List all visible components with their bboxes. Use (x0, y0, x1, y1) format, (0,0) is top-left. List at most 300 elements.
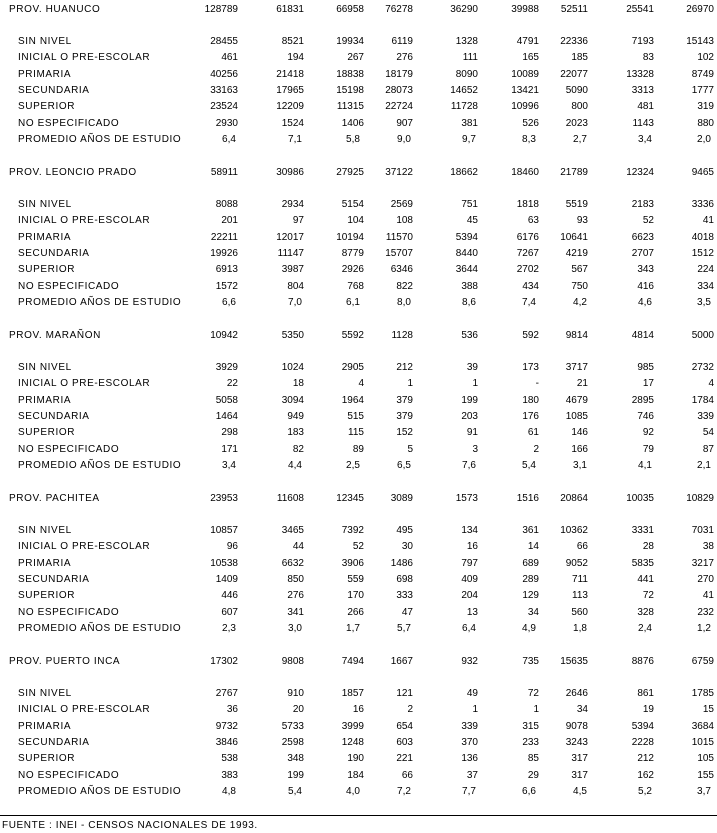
value-cell: 3929 (215, 362, 238, 373)
education-level-row (0, 427, 717, 441)
value-cell: 434 (522, 280, 539, 292)
value-cell: 14 (527, 541, 539, 553)
value-cell: 2930 (215, 117, 238, 129)
row-label: SUPERIOR (18, 590, 76, 602)
value-cell: 22724 (385, 101, 413, 113)
province-name: PROV. LEONCIO PRADO (9, 167, 137, 178)
total-cell: 66958 (336, 4, 364, 15)
value-cell: 185 (571, 52, 588, 64)
value-cell: 4,6 (638, 296, 652, 308)
value-cell: 155 (697, 769, 714, 781)
value-cell: 180 (522, 394, 539, 406)
value-cell: 199 (287, 769, 304, 781)
province-name: PROV. PACHITEA (9, 493, 100, 504)
value-cell: 83 (642, 52, 654, 64)
value-cell: 146 (571, 427, 588, 439)
value-cell: 34 (576, 704, 588, 716)
value-cell: 8779 (341, 247, 364, 259)
value-cell: 538 (221, 753, 238, 765)
total-cell: 18460 (511, 167, 539, 178)
value-cell: 6913 (215, 264, 238, 276)
value-cell: 343 (637, 264, 654, 276)
value-cell: 8521 (281, 36, 304, 47)
value-cell: 379 (396, 394, 413, 406)
value-cell: 2934 (281, 199, 304, 210)
row-label: PROMEDIO AÑOS DE ESTUDIO (18, 459, 182, 471)
value-cell: 276 (396, 52, 413, 64)
education-level-row (0, 721, 717, 735)
province-name: PROV. MARAÑON (9, 330, 101, 341)
education-level-row (0, 281, 717, 295)
education-level-row (0, 215, 717, 229)
value-cell: 176 (522, 410, 539, 422)
value-cell: 22211 (210, 231, 238, 243)
value-cell: 212 (637, 753, 654, 765)
value-cell: 341 (287, 606, 304, 618)
education-level-row (0, 36, 717, 50)
value-cell: 361 (522, 525, 539, 536)
value-cell: 49 (466, 688, 478, 699)
total-cell: 735 (522, 656, 539, 667)
value-cell: 38 (702, 541, 714, 553)
value-cell: 3217 (691, 557, 714, 569)
value-cell: 698 (396, 573, 413, 585)
value-cell: 63 (527, 215, 539, 227)
value-cell: 7,7 (462, 785, 476, 797)
value-cell: 7267 (516, 247, 539, 259)
value-cell: 6,6 (522, 785, 536, 797)
value-cell: 52 (352, 541, 364, 553)
value-cell: 17 (642, 378, 654, 390)
value-cell: 129 (522, 590, 539, 602)
value-cell: 1785 (691, 688, 714, 699)
value-cell: 2 (533, 443, 539, 455)
value-cell: 15143 (686, 36, 714, 47)
value-cell: 6176 (516, 231, 539, 243)
row-label: SUPERIOR (18, 427, 76, 439)
value-cell: 3,1 (573, 459, 587, 471)
total-cell: 592 (522, 330, 539, 341)
value-cell: 134 (461, 525, 478, 536)
value-cell: 37 (466, 769, 478, 781)
value-cell: 104 (347, 215, 364, 227)
value-cell: 2 (407, 704, 413, 716)
row-label: PRIMARIA (18, 68, 72, 80)
total-cell: 4814 (631, 330, 654, 341)
total-cell: 5350 (281, 330, 304, 341)
total-cell: 5592 (341, 330, 364, 341)
value-cell: 221 (396, 753, 413, 765)
total-cell: 9465 (691, 167, 714, 178)
value-cell: 30 (401, 541, 413, 553)
value-cell: 6346 (390, 264, 413, 276)
value-cell: 2,7 (573, 133, 587, 145)
value-cell: 9732 (215, 720, 238, 732)
value-cell: 5,2 (638, 785, 652, 797)
row-label: PROMEDIO AÑOS DE ESTUDIO (18, 296, 182, 308)
value-cell: 416 (637, 280, 654, 292)
row-label: INICIAL O PRE-ESCOLAR (18, 378, 151, 390)
value-cell: 910 (287, 688, 304, 699)
value-cell: 6,6 (222, 296, 236, 308)
total-cell: 932 (461, 656, 478, 667)
province-row (0, 493, 717, 507)
value-cell: 2732 (691, 362, 714, 373)
value-cell: 1 (472, 378, 478, 390)
value-cell: 7193 (631, 36, 654, 47)
value-cell: 370 (461, 736, 478, 748)
value-cell: 3717 (565, 362, 588, 373)
total-cell: 20864 (560, 493, 588, 504)
total-cell: 36290 (450, 4, 478, 15)
row-label: SECUNDARIA (18, 736, 90, 748)
row-label: PROMEDIO AÑOS DE ESTUDIO (18, 133, 182, 145)
value-cell: 6,4 (222, 133, 236, 145)
row-label: SUPERIOR (18, 101, 76, 113)
value-cell: 33163 (210, 84, 238, 96)
value-cell: 4 (358, 378, 364, 390)
value-cell: 1409 (215, 573, 238, 585)
value-cell: 7,0 (288, 296, 302, 308)
value-cell: 5519 (565, 199, 588, 210)
education-level-row (0, 558, 717, 572)
value-cell: 5,8 (346, 133, 360, 145)
total-cell: 37122 (385, 167, 413, 178)
value-cell: 5154 (341, 199, 364, 210)
value-cell: 861 (637, 688, 654, 699)
value-cell: 14652 (450, 84, 478, 96)
value-cell: 1964 (341, 394, 364, 406)
value-cell: 5394 (455, 231, 478, 243)
value-cell: 21418 (276, 68, 304, 80)
value-cell: 3684 (691, 720, 714, 732)
value-cell: 16 (466, 541, 478, 553)
total-cell: 11608 (276, 493, 304, 504)
value-cell: 41 (702, 215, 714, 227)
value-cell: 15707 (385, 247, 413, 259)
row-label: SECUNDARIA (18, 573, 90, 585)
value-cell: 10857 (210, 525, 238, 536)
value-cell: 383 (221, 769, 238, 781)
value-cell: 607 (221, 606, 238, 618)
value-cell: 4 (708, 378, 714, 390)
value-cell: 1,8 (573, 622, 587, 634)
row-label: NO ESPECIFICADO (18, 769, 120, 781)
value-cell: 797 (461, 557, 478, 569)
value-cell: 1328 (455, 36, 478, 47)
average-years-row (0, 786, 717, 800)
value-cell: 3,4 (638, 133, 652, 145)
value-cell: 319 (697, 101, 714, 113)
value-cell: 1248 (341, 736, 364, 748)
value-cell: 5,4 (522, 459, 536, 471)
value-cell: 15 (702, 704, 714, 716)
row-label: SIN NIVEL (18, 199, 72, 210)
total-cell: 8876 (631, 656, 654, 667)
education-level-row (0, 52, 717, 66)
value-cell: 880 (697, 117, 714, 129)
value-cell: 7392 (341, 525, 364, 536)
value-cell: 1 (472, 704, 478, 716)
total-cell: 30986 (276, 167, 304, 178)
value-cell: 2,5 (346, 459, 360, 471)
value-cell: 5 (407, 443, 413, 455)
province-row (0, 330, 717, 344)
value-cell: 409 (461, 573, 478, 585)
education-level-row (0, 69, 717, 83)
value-cell: 7,2 (397, 785, 411, 797)
value-cell: 298 (221, 427, 238, 439)
total-cell: 5000 (691, 330, 714, 341)
row-label: PROMEDIO AÑOS DE ESTUDIO (18, 785, 182, 797)
value-cell: 267 (347, 52, 364, 64)
value-cell: 11728 (450, 101, 478, 113)
value-cell: 1015 (691, 736, 714, 748)
value-cell: 3331 (631, 525, 654, 536)
value-cell: 711 (572, 573, 588, 585)
value-cell: 45 (466, 215, 478, 227)
value-cell: 6632 (281, 557, 304, 569)
value-cell: 13421 (511, 84, 539, 96)
row-label: PROMEDIO AÑOS DE ESTUDIO (18, 622, 182, 634)
value-cell: 97 (292, 215, 304, 227)
value-cell: 751 (461, 199, 478, 210)
value-cell: 3,5 (697, 296, 711, 308)
row-label: SECUNDARIA (18, 247, 90, 259)
total-cell: 58911 (210, 167, 238, 178)
value-cell: 108 (396, 215, 413, 227)
education-level-row (0, 264, 717, 278)
row-label: PRIMARIA (18, 720, 72, 732)
value-cell: 111 (462, 52, 478, 64)
value-cell: 2569 (390, 199, 413, 210)
value-cell: 113 (572, 590, 588, 602)
total-cell: 26970 (686, 4, 714, 15)
total-cell: 12345 (336, 493, 364, 504)
value-cell: 194 (287, 52, 304, 64)
education-level-row (0, 101, 717, 115)
value-cell: 800 (571, 101, 588, 113)
total-cell: 25541 (626, 4, 654, 15)
value-cell: 1572 (215, 280, 238, 292)
value-cell: 2646 (565, 688, 588, 699)
value-cell: 567 (571, 264, 588, 276)
value-cell: 52 (642, 215, 654, 227)
total-cell: 76278 (385, 4, 413, 15)
value-cell: 317 (571, 769, 588, 781)
value-cell: 12209 (276, 101, 304, 113)
value-cell: 3 (472, 443, 478, 455)
footer-divider (0, 815, 717, 816)
value-cell: 47 (401, 606, 413, 618)
value-cell: 34 (527, 606, 539, 618)
province-name: PROV. PUERTO INCA (9, 656, 121, 667)
value-cell: 16 (352, 704, 364, 716)
value-cell: 6623 (631, 231, 654, 243)
education-level-row (0, 574, 717, 588)
value-cell: 1085 (565, 410, 588, 422)
value-cell: 92 (642, 427, 654, 439)
value-cell: 2702 (516, 264, 539, 276)
total-cell: 9814 (565, 330, 588, 341)
average-years-row (0, 460, 717, 474)
value-cell: 3465 (281, 525, 304, 536)
value-cell: 746 (637, 410, 654, 422)
row-label: PRIMARIA (18, 231, 72, 243)
row-label: SUPERIOR (18, 753, 76, 765)
value-cell: 22336 (560, 36, 588, 47)
total-cell: 9808 (281, 656, 304, 667)
value-cell: 3,4 (222, 459, 236, 471)
row-label: SIN NIVEL (18, 525, 72, 536)
value-cell: 7,1 (288, 133, 302, 145)
value-cell: 495 (396, 525, 413, 536)
value-cell: 850 (287, 573, 304, 585)
value-cell: 3094 (281, 394, 304, 406)
value-cell: 481 (637, 101, 654, 113)
value-cell: 6119 (391, 36, 413, 47)
value-cell: 19926 (210, 247, 238, 259)
average-years-row (0, 134, 717, 148)
value-cell: 3243 (565, 736, 588, 748)
value-cell: 2,4 (638, 622, 652, 634)
value-cell: 2023 (565, 117, 588, 129)
row-label: INICIAL O PRE-ESCOLAR (18, 52, 151, 64)
row-label: NO ESPECIFICADO (18, 117, 120, 129)
value-cell: 1784 (691, 394, 714, 406)
row-label: INICIAL O PRE-ESCOLAR (18, 215, 151, 227)
value-cell: 4791 (516, 36, 539, 47)
total-cell: 10942 (210, 330, 238, 341)
total-cell: 536 (461, 330, 478, 341)
value-cell: 10089 (511, 68, 539, 80)
source-note: FUENTE : INEI - CENSOS NACIONALES DE 1993. (2, 820, 258, 831)
value-cell: 689 (522, 557, 539, 569)
value-cell: 212 (396, 362, 413, 373)
value-cell: 7031 (691, 525, 714, 536)
value-cell: 3,7 (697, 785, 711, 797)
value-cell: 20 (292, 704, 304, 716)
value-cell: 54 (702, 427, 714, 439)
value-cell: 91 (466, 427, 478, 439)
value-cell: 171 (221, 443, 238, 455)
value-cell: 1143 (632, 117, 654, 129)
value-cell: 328 (637, 606, 654, 618)
value-cell: 7,6 (462, 459, 476, 471)
row-label: NO ESPECIFICADO (18, 606, 120, 618)
value-cell: 2,1 (697, 459, 711, 471)
value-cell: 7,4 (522, 296, 536, 308)
value-cell: 11147 (277, 247, 304, 259)
total-cell: 61831 (276, 4, 304, 15)
value-cell: 2,0 (697, 133, 711, 145)
total-cell: 10829 (686, 493, 714, 504)
value-cell: 96 (226, 541, 238, 553)
value-cell: 82 (292, 443, 304, 455)
value-cell: 5090 (565, 84, 588, 96)
value-cell: 232 (697, 606, 714, 618)
education-level-row (0, 590, 717, 604)
education-level-row (0, 753, 717, 767)
value-cell: 822 (396, 280, 413, 292)
value-cell: 173 (522, 362, 539, 373)
value-cell: 136 (461, 753, 478, 765)
value-cell: 115 (348, 427, 364, 439)
value-cell: 28073 (385, 84, 413, 96)
value-cell: 6,5 (397, 459, 411, 471)
value-cell: 17965 (276, 84, 304, 96)
total-cell: 6759 (691, 656, 714, 667)
value-cell: 654 (396, 720, 413, 732)
value-cell: 985 (637, 362, 654, 373)
value-cell: 768 (347, 280, 364, 292)
total-cell: 39988 (511, 4, 539, 15)
value-cell: 15198 (336, 84, 364, 96)
value-cell: 2598 (281, 736, 304, 748)
education-level-row (0, 541, 717, 555)
value-cell: 61 (527, 427, 539, 439)
education-level-row (0, 232, 717, 246)
value-cell: 4,4 (288, 459, 302, 471)
education-level-row (0, 378, 717, 392)
value-cell: 28455 (210, 36, 238, 47)
value-cell: 5058 (215, 394, 238, 406)
value-cell: 8,0 (397, 296, 411, 308)
value-cell: 4,5 (573, 785, 587, 797)
value-cell: 18179 (385, 68, 413, 80)
value-cell: 89 (352, 443, 364, 455)
province-row (0, 4, 717, 18)
education-level-row (0, 362, 717, 376)
value-cell: 22 (226, 378, 238, 390)
province-row (0, 167, 717, 181)
value-cell: 2926 (341, 264, 364, 276)
value-cell: 3313 (631, 84, 654, 96)
row-label: SIN NIVEL (18, 688, 72, 699)
value-cell: 804 (287, 280, 304, 292)
value-cell: 10538 (210, 557, 238, 569)
value-cell: 441 (637, 573, 654, 585)
value-cell: 13 (466, 606, 478, 618)
value-cell: 8088 (215, 199, 238, 210)
value-cell: 29 (527, 769, 539, 781)
value-cell: 183 (287, 427, 304, 439)
value-cell: 10194 (336, 231, 364, 243)
education-level-row (0, 395, 717, 409)
value-cell: 19934 (336, 36, 364, 47)
value-cell: 1464 (215, 410, 238, 422)
value-cell: 44 (292, 541, 304, 553)
value-cell: 515 (347, 410, 364, 422)
value-cell: 2,3 (222, 622, 236, 634)
value-cell: 162 (637, 769, 654, 781)
value-cell: 2228 (631, 736, 654, 748)
value-cell: 10996 (511, 101, 539, 113)
value-cell: 526 (522, 117, 539, 129)
education-level-row (0, 607, 717, 621)
value-cell: 19 (642, 704, 654, 716)
value-cell: 1512 (691, 247, 714, 259)
education-level-row (0, 688, 717, 702)
total-cell: 27925 (336, 167, 364, 178)
value-cell: 5,7 (397, 622, 411, 634)
education-level-row (0, 704, 717, 718)
row-label: NO ESPECIFICADO (18, 443, 120, 455)
province-row (0, 656, 717, 670)
value-cell: 203 (461, 410, 478, 422)
value-cell: 266 (347, 606, 364, 618)
value-cell: 603 (396, 736, 413, 748)
